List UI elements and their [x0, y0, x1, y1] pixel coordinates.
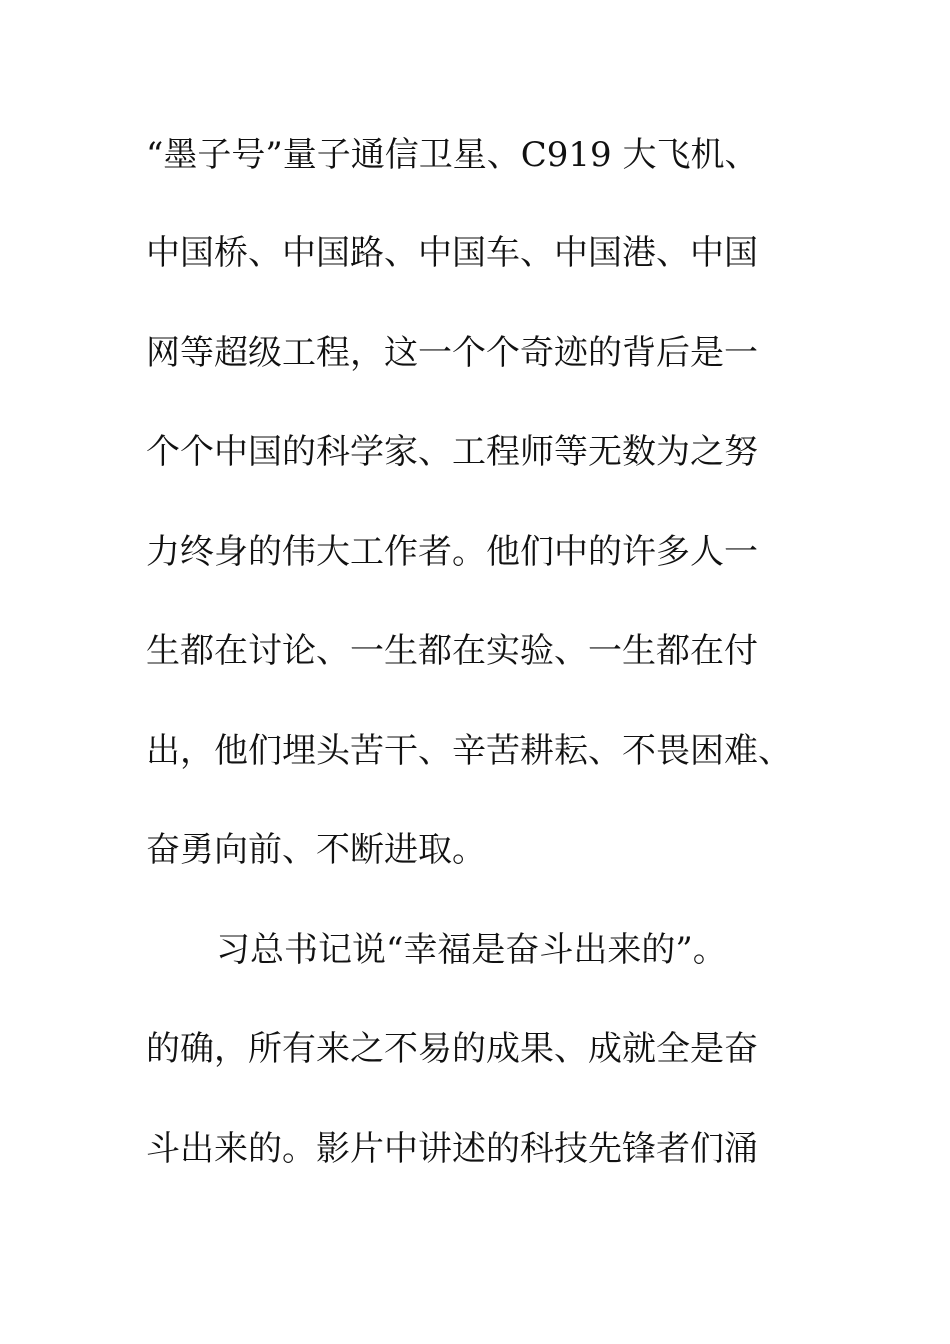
paragraph-line: 力终身的伟大工作者。他们中的许多人一	[146, 532, 758, 572]
paragraph-line: 的确，所有来之不易的成果、成就全是奋	[146, 1029, 758, 1069]
paragraph-line: 奋勇向前、不断进取。	[146, 830, 486, 870]
paragraph-line: 出，他们埋头苦干、辛苦耕耘、不畏困难、	[146, 731, 792, 771]
paragraph-line: 个个中国的科学家、工程师等无数为之努	[146, 432, 758, 472]
paragraph-line: “墨子号”量子通信卫星、C919 大飞机、	[146, 135, 759, 175]
paragraph-line: 网等超级工程，这一个个奇迹的背后是一	[146, 333, 758, 373]
paragraph-line: 生都在讨论、一生都在实验、一生都在付	[146, 631, 758, 671]
paragraph-line: 中国桥、中国路、中国车、中国港、中国	[146, 233, 758, 273]
paragraph-line-indented: 习总书记说“幸福是奋斗出来的”。	[216, 930, 727, 970]
paragraph-line: 斗出来的。影片中讲述的科技先锋者们涌	[146, 1129, 758, 1169]
